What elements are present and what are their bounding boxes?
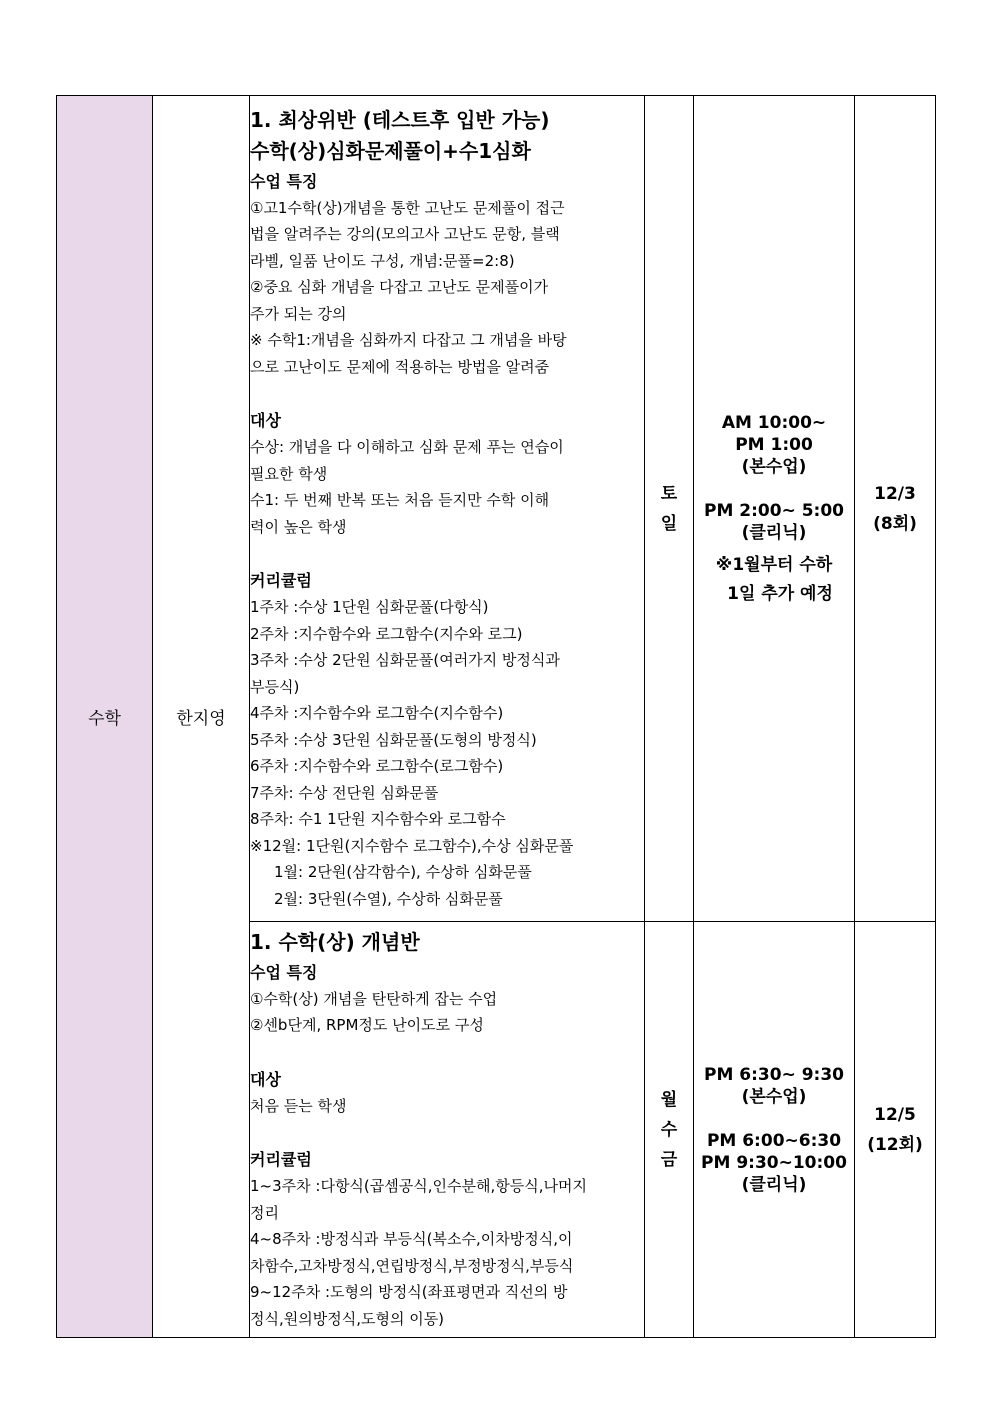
features-heading: 수업 특징 xyxy=(250,962,318,982)
feature-line: 라벨, 일품 난이도 구성, 개념:문풀=2:8) xyxy=(250,251,515,270)
class-days-cell xyxy=(645,96,694,922)
time-line: PM 6:00~6:30 xyxy=(706,1130,842,1151)
subject-cell xyxy=(57,96,153,1338)
day-label: 금 xyxy=(660,1149,678,1170)
curriculum-line: 4~8주차 :방정식과 부등식(복소수,이차방정식,이 xyxy=(250,1230,573,1249)
curriculum-line: 정식,원의방정식,도형의 이동) xyxy=(250,1309,445,1328)
course-title: 1. 최상위반 (테스트후 입반 가능) xyxy=(250,107,550,132)
target-heading: 대상 xyxy=(250,1069,281,1089)
target-line: 력이 높은 학생 xyxy=(250,517,347,536)
curriculum-line: 6주차 :지수함수와 로그함수(로그함수) xyxy=(250,757,504,776)
day-label: 일 xyxy=(660,513,678,534)
start-date: 12/3 xyxy=(874,483,916,504)
day-label: 월 xyxy=(660,1089,678,1110)
features-heading: 수업 특징 xyxy=(250,171,318,191)
start-date-cell xyxy=(855,96,936,922)
feature-line: ②센b단계, RPM정도 난이도로 구성 xyxy=(250,1016,484,1035)
curriculum-line: 2주차 :지수함수와 로그함수(지수와 로그) xyxy=(250,624,523,643)
target-line: 처음 듣는 학생 xyxy=(250,1096,347,1115)
feature-line: 법을 알려주는 강의(모의고사 고난도 문항, 블랙 xyxy=(250,225,560,244)
feature-line: ①수학(상) 개념을 탄탄하게 잡는 수업 xyxy=(250,989,498,1008)
subject-label: 수학 xyxy=(88,709,121,729)
curriculum-line: 부등식) xyxy=(250,677,300,696)
feature-line: 주가 되는 강의 xyxy=(250,304,347,323)
feature-line: ①고1수학(상)개념을 통한 고난도 문제풀이 접근 xyxy=(250,198,565,217)
day-label: 토 xyxy=(660,483,678,504)
class-days-cell xyxy=(645,922,694,1338)
time-line: PM 9:30~10:00 xyxy=(701,1152,847,1173)
course-content-cell xyxy=(250,96,645,922)
course-subtitle: 수학(상)심화문제풀이+수1심화 xyxy=(250,138,531,163)
course-title: 1. 수학(상) 개념반 xyxy=(250,929,420,954)
start-date-cell xyxy=(855,922,936,1338)
time-line: (클리닉) xyxy=(741,523,807,543)
teacher-name: 한지영 xyxy=(176,709,226,729)
day-label: 수 xyxy=(660,1119,678,1140)
target-heading: 대상 xyxy=(250,411,281,431)
time-line: PM 2:00~ 5:00 xyxy=(703,501,845,521)
curriculum-line: 정리 xyxy=(250,1203,279,1222)
curriculum-line: 3주차 :수상 2단원 심화문풀(여러가지 방정식과 xyxy=(250,651,560,670)
curriculum-line: 1~3주차 :다항식(곱셈공식,인수분해,항등식,나머지 xyxy=(250,1177,587,1196)
target-line: 수1: 두 번째 반복 또는 처음 듣지만 수학 이해 xyxy=(250,491,550,510)
time-line: (본수업) xyxy=(741,457,807,477)
start-date: 12/5 xyxy=(874,1104,916,1125)
session-count: (8회) xyxy=(873,513,917,534)
time-line: AM 10:00~ xyxy=(721,413,827,433)
session-count: (12회) xyxy=(867,1134,923,1155)
curriculum-line: ※12월: 1단원(지수함수 로그함수),수상 심화문풀 xyxy=(250,836,574,855)
curriculum-line: 차함수,고차방정식,연립방정식,부정방정식,부등식 xyxy=(250,1256,574,1275)
curriculum-heading: 커리큘럼 xyxy=(250,1150,312,1170)
table-row xyxy=(57,96,936,922)
note-line: ※1월부터 수하 xyxy=(715,555,833,575)
note-line: 1일 추가 예정 xyxy=(727,584,833,604)
class-time-cell xyxy=(694,96,855,922)
curriculum-line: 1월: 2단원(삼각함수), 수상하 심화문풀 xyxy=(274,863,532,882)
target-line: 필요한 학생 xyxy=(250,464,328,483)
feature-line: ②중요 심화 개념을 다잡고 고난도 문제풀이가 xyxy=(250,278,549,297)
curriculum-line: 9~12주차 :도형의 방정식(좌표평면과 직선의 방 xyxy=(250,1283,568,1302)
time-line: PM 1:00 xyxy=(735,435,813,455)
curriculum-line: 4주차 :지수함수와 로그함수(지수함수) xyxy=(250,704,504,723)
curriculum-line: 2월: 3단원(수열), 수상하 심화문풀 xyxy=(274,889,503,908)
time-line: PM 6:30~ 9:30 xyxy=(703,1064,845,1085)
time-line: (클리닉) xyxy=(741,1174,807,1195)
feature-line: 으로 고난이도 문제에 적용하는 방법을 알려줌 xyxy=(250,357,550,376)
feature-line: ※ 수학1:개념을 심화까지 다잡고 그 개념을 바탕 xyxy=(250,331,567,350)
target-line: 수상: 개념을 다 이해하고 심화 문제 푸는 연습이 xyxy=(250,438,564,457)
curriculum-line: 1주차 :수상 1단원 심화문풀(다항식) xyxy=(250,598,489,617)
schedule-table xyxy=(56,95,936,1338)
curriculum-line: 5주차 :수상 3단원 심화문풀(도형의 방정식) xyxy=(250,730,537,749)
curriculum-line: 8주차: 수1 1단원 지수함수와 로그함수 xyxy=(250,810,506,829)
course-content-cell xyxy=(250,922,645,1338)
time-line: (본수업) xyxy=(741,1086,807,1107)
curriculum-line: 7주차: 수상 전단원 심화문풀 xyxy=(250,783,439,802)
teacher-cell xyxy=(153,96,250,1338)
class-time-cell xyxy=(694,922,855,1338)
curriculum-heading: 커리큘럼 xyxy=(250,571,312,591)
